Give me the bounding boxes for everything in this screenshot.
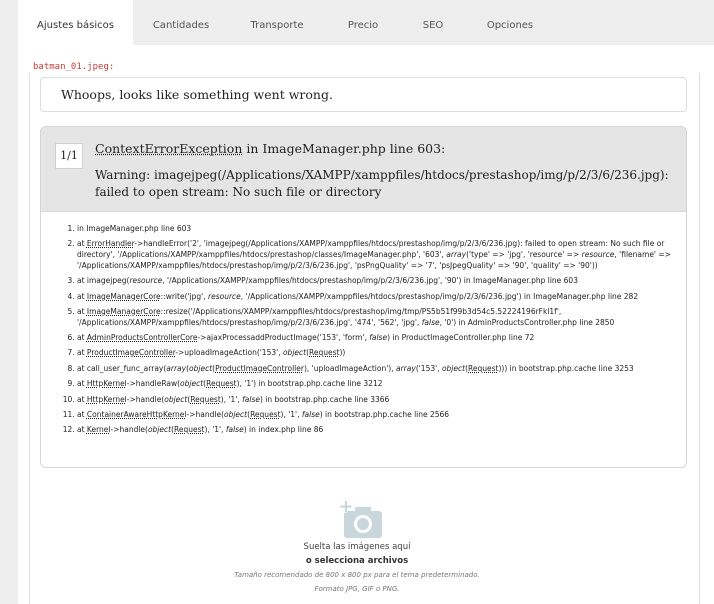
trace-text: ( (306, 348, 310, 358)
trace-text: ->handle( (186, 410, 224, 420)
trace-text: ContainerAwareHttpKernel (86, 410, 187, 420)
trace-text: AdminProductsControllerCore (86, 333, 198, 343)
trace-text: false (301, 410, 320, 420)
trace-text: ProductImageController (86, 348, 176, 358)
trace-text: ImageManagerCore (86, 291, 161, 301)
recommended-size-hint: Tamaño recomendado de 800 x 800 px para el tema predeterminado. (234, 571, 480, 579)
trace-text: ->handleRaw( (126, 379, 181, 389)
trace-text: ('type' => 'jpg', 'resource' => (466, 250, 582, 260)
drop-images-text: Suelta las imágenes aquí (303, 542, 411, 552)
trace-text: Request (190, 394, 221, 404)
trace-text: at (77, 394, 87, 404)
trace-text: )) (339, 348, 346, 358)
trace-text: ), '1') in bootstrap.php.cache line 3212 (236, 379, 383, 389)
trace-text: , '/Applications/XAMPP/xamppfiles/htdocs/prestashop/img/p/2/3/6/236.jpg', '90') in ImageManager.php line 603 (162, 276, 578, 286)
trace-text: , '/Applications/XAMPP/xamppfiles/htdocs/prestashop/img/p/2/3/6/236.jpg') in ImageManager.php line 282 (240, 291, 639, 301)
trace-text: Request (309, 348, 340, 358)
select-files-link[interactable]: o selecciona archivos (305, 556, 409, 566)
trace-frame (77, 224, 687, 235)
trace-text: at (77, 410, 87, 420)
trace-text: at (77, 379, 87, 389)
tab-precio[interactable]: Precio (347, 20, 379, 31)
trace-text: object (189, 363, 213, 373)
error-file-label: batman_01.jpeg: (33, 62, 115, 72)
trace-text: resource (208, 291, 241, 301)
trace-text: object (224, 410, 248, 420)
trace-text: ->handle( (126, 394, 165, 404)
trace-text: object (282, 348, 307, 358)
trace-frame (77, 395, 687, 406)
trace-text: , 'filename' => '/Applications/XAMPP/xamppfiles/htdocs/prestashop/img/p/2/3/6/236.jpg', 'psPngQuality' => '7', 'psJpegQuality' => '90', 'quality' => '90')) (77, 250, 671, 270)
exception-title (95, 141, 445, 156)
trace-text: ImageManagerCore (86, 306, 161, 316)
trace-text: false (242, 394, 260, 404)
tab-ajustes-basicos[interactable]: Ajustes básicos (18, 0, 133, 49)
trace-text: HttpKernel (86, 379, 127, 389)
trace-text: ->uploadImageAction('153', (175, 348, 283, 358)
trace-text: ( (171, 425, 175, 435)
trace-text: ( (186, 363, 190, 373)
trace-frame (77, 364, 687, 375)
trace-text: resource (581, 250, 615, 260)
trace-text: object (441, 363, 466, 373)
trace-text: at (77, 239, 87, 249)
trace-text: array (396, 363, 416, 373)
trace-text: ->ajaxProcessaddProductImage('153', 'form', (197, 333, 370, 343)
trace-text: at (77, 306, 87, 316)
trace-text: object (147, 425, 172, 435)
trace-frame (77, 379, 687, 390)
trace-text: HttpKernel (86, 394, 127, 404)
trace-text: at imagejpeg( (77, 276, 130, 286)
trace-text: array (446, 250, 467, 260)
trace-text: false (369, 333, 388, 343)
trace-text: at (77, 425, 87, 435)
tab-seo[interactable]: SEO (422, 20, 444, 31)
trace-text: ErrorHandler (86, 239, 135, 249)
trace-text: Request (174, 425, 205, 435)
exception-header (41, 127, 686, 212)
trace-text: ) in index.php line 86 (243, 425, 324, 435)
trace-text: ( (212, 363, 216, 373)
trace-text: ::write('jpg', (160, 291, 208, 301)
trace-text: ), 'uploadImageAction'), (303, 363, 396, 373)
trace-text: resource (129, 276, 163, 286)
exception-message: Warning: imagejpeg(/Applications/XAMPP/xamppfiles/htdocs/prestashop/img/p/2/3/6/236.jpg): failed to open stream: No such file or directory (95, 168, 669, 199)
product-tabs (18, 0, 714, 45)
trace-text: Request (250, 410, 281, 420)
trace-frame (77, 410, 687, 421)
trace-text: Kernel (86, 425, 111, 435)
trace-text: ( (465, 363, 469, 373)
trace-text: false (225, 425, 244, 435)
trace-text: ->handleError('2', 'imagejpeg(/Applications/XAMPP/xamppfiles/htdocs/prestashop/img/p/2/3/6/236.jpg): failed to open stream: No such file or directory', '/Applications/XAMPP/xamppfiles/htdocs/prestashop/classes/ImageManager.php', '603', (77, 239, 665, 260)
trace-text: at call_user_func_array( (77, 363, 167, 373)
exception-class: ContextErrorException (95, 141, 243, 156)
left-rail (0, 0, 18, 604)
exception-panel (40, 126, 687, 468)
trace-text: ))) in bootstrap.php.cache line 3253 (498, 363, 634, 373)
trace-text: ('153', (415, 363, 442, 373)
exception-location: in ImageManager.php line 603: (242, 141, 446, 156)
trace-text: at (77, 348, 87, 358)
trace-frame (77, 292, 687, 303)
trace-text: Request (206, 379, 237, 389)
trace-text: false (421, 317, 440, 327)
trace-text: ( (187, 394, 191, 404)
trace-text: object (180, 379, 204, 389)
trace-frame (77, 425, 687, 436)
tab-transporte[interactable]: Transporte (250, 20, 304, 31)
tab-opciones[interactable]: Opciones (486, 20, 534, 31)
trace-text: at (77, 333, 87, 343)
trace-text: ) in bootstrap.php.cache line 3366 (259, 394, 390, 404)
trace-frame (77, 276, 687, 287)
trace-text: ::resize('/Applications/XAMPP/xamppfiles/htdocs/prestashop/img/tmp/PS5b51f99b3d54c5.52224196rFkl1f', '/Applications/XAMPP/xamppfiles/htdocs/prestashop/img/p/2/3/6/236.jpg', '474', '562', 'jpg', (77, 306, 562, 327)
trace-text: ProductImageController (215, 363, 304, 373)
trace-text: at (77, 291, 87, 301)
trace-text: in ImageManager.php line 603 (77, 224, 192, 233)
trace-frame (77, 348, 687, 359)
trace-text: , '0') in AdminProductsController.php line 2850 (439, 317, 615, 327)
trace-text: ( (247, 410, 251, 420)
trace-frame (77, 239, 687, 271)
exception-counter: 1/1 (55, 143, 83, 169)
stack-trace (57, 224, 687, 441)
trace-text: array (166, 363, 187, 373)
whoops-message: Whoops, looks like something went wrong. (61, 87, 333, 102)
trace-text: ->handle( (110, 425, 148, 435)
add-photo-camera-icon[interactable] (340, 500, 386, 540)
whoops-box (40, 77, 687, 112)
trace-text: ) in bootstrap.php.cache line 2566 (319, 410, 450, 420)
trace-frame (77, 307, 687, 328)
trace-text: ( (203, 379, 207, 389)
trace-text: ), '1', (204, 425, 226, 435)
trace-text: ) in ProductImageController.php line 72 (387, 333, 535, 343)
trace-text: ), '1', (220, 394, 243, 404)
tab-cantidades[interactable]: Cantidades (152, 20, 210, 31)
format-hint: Formato JPG, GIF o PNG. (314, 585, 400, 593)
trace-frame (77, 333, 687, 344)
trace-text: Request (468, 363, 499, 373)
trace-text: object (164, 394, 188, 404)
trace-text: ), '1', (280, 410, 302, 420)
